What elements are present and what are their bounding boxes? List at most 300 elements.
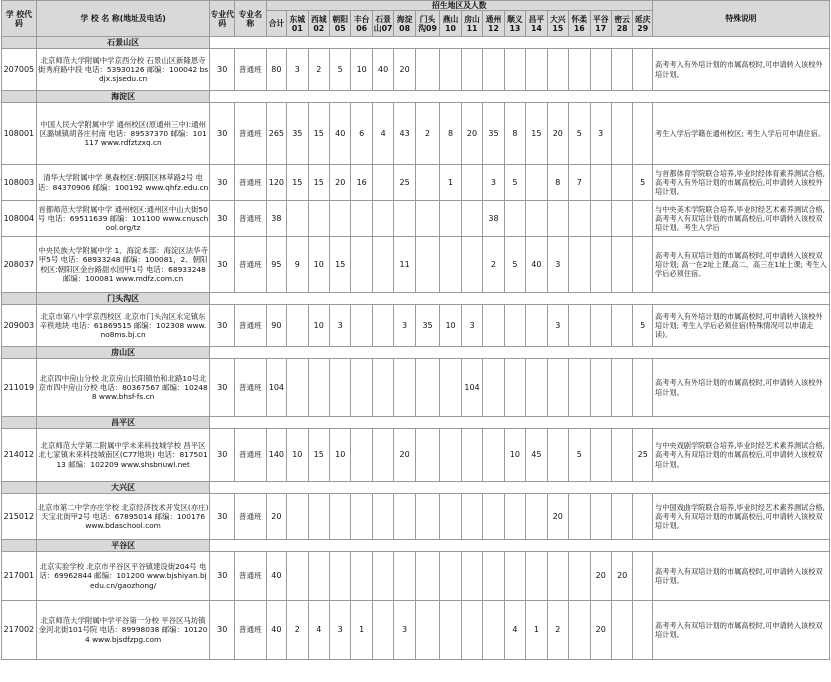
region-name: 昌平 — [528, 14, 545, 24]
region-count: 15 — [330, 237, 351, 293]
region-count — [287, 305, 308, 347]
table-row — [2, 552, 830, 601]
region-name: 门头 — [419, 14, 436, 24]
total-count: 265 — [266, 103, 286, 165]
region-count — [308, 494, 329, 540]
region-name: 怀柔 — [571, 14, 588, 24]
region-count — [483, 494, 504, 540]
major-code: 30 — [210, 49, 235, 91]
district-row — [2, 540, 830, 552]
district-spacer — [210, 417, 830, 429]
table-row — [2, 103, 830, 165]
region-code: 29 — [637, 23, 649, 33]
school-code: 108001 — [2, 103, 37, 165]
region-count: 20 — [611, 552, 632, 601]
region-count — [590, 429, 611, 482]
region-count: 3 — [330, 601, 351, 660]
region-count — [590, 201, 611, 237]
region-code: 28 — [616, 23, 628, 33]
region-name: 延庆 — [634, 14, 651, 24]
region-count: 9 — [287, 237, 308, 293]
region-count — [461, 494, 482, 540]
district-row — [2, 482, 830, 494]
district-name: 石景山区 — [36, 37, 210, 49]
region-count — [483, 429, 504, 482]
region-count: 15 — [308, 165, 329, 201]
school-name-address: 北京师范大学附属中学京西分校 石景山区新隆恩寺街秀府路中段 电话：53930126 邮编：100042 bsdjx.sjsedu.cn — [36, 49, 210, 91]
region-count: 40 — [526, 237, 547, 293]
region-count: 3 — [394, 601, 415, 660]
region-count — [526, 201, 547, 237]
region-name: 西城 — [310, 14, 327, 24]
region-count — [483, 601, 504, 660]
region-count: 35 — [287, 103, 308, 165]
region-count: 4 — [504, 601, 525, 660]
region-count: 5 — [569, 429, 590, 482]
special-note: 与首都体育学院联合培养,毕业时经体育素养测试合格,高考考入有外培计划的市属高校后,可申请转入该校外培计划。 — [653, 165, 830, 201]
region-count — [483, 49, 504, 91]
region-count — [590, 359, 611, 417]
region-count — [590, 494, 611, 540]
district-spacer — [210, 540, 830, 552]
table-row — [2, 201, 830, 237]
region-count — [351, 359, 372, 417]
region-header — [611, 11, 632, 37]
major-name: 普通班 — [234, 552, 266, 601]
region-count — [569, 601, 590, 660]
region-header — [308, 11, 329, 37]
region-count: 8 — [440, 103, 461, 165]
total-count: 104 — [266, 359, 286, 417]
region-count — [547, 49, 568, 91]
region-count — [372, 601, 393, 660]
region-name: 顺义 — [507, 14, 523, 24]
region-count — [569, 494, 590, 540]
region-count — [287, 552, 308, 601]
region-count — [330, 494, 351, 540]
special-note: 考生入学后学籍在通州校区; 考生入学后可申请住宿。 — [653, 103, 830, 165]
region-name: 石景 — [375, 14, 391, 24]
region-count: 40 — [330, 103, 351, 165]
region-name: 丰台 — [353, 14, 370, 24]
region-code: 10 — [445, 23, 456, 33]
region-count — [633, 201, 653, 237]
region-count — [504, 305, 525, 347]
region-count — [590, 165, 611, 201]
region-count: 2 — [308, 49, 329, 91]
region-count — [590, 49, 611, 91]
region-count: 15 — [308, 103, 329, 165]
region-count — [415, 237, 440, 293]
special-note: 高考考入有外培计划的市属高校时,可申请转入该校外培计划。 — [653, 49, 830, 91]
code-header: 学 校代 码 — [2, 1, 37, 37]
region-count — [330, 359, 351, 417]
region-count — [633, 359, 653, 417]
school-name-address: 中国人民大学附属中学 通州校区(原通州三中):通州区潞城镇胡各庄村南 电话：89537370 邮编：101117 www.rdfztzxq.cn — [36, 103, 210, 165]
region-count: 10 — [308, 305, 329, 347]
region-name: 房山 — [464, 14, 480, 24]
table-row — [2, 359, 830, 417]
region-count — [569, 49, 590, 91]
region-count: 5 — [504, 165, 525, 201]
region-count: 25 — [633, 429, 653, 482]
school-name-address: 北京市第二中学亦庄学校 北京经济技术开发区(亦庄)天宝北街甲2号 电话：67895014 邮编：100176 www.bdaschool.com — [36, 494, 210, 540]
region-count — [461, 552, 482, 601]
region-count — [394, 201, 415, 237]
region-code: 11 — [466, 23, 478, 33]
region-count — [569, 201, 590, 237]
region-header — [330, 11, 351, 37]
region-count — [461, 49, 482, 91]
region-count — [415, 201, 440, 237]
region-count — [569, 552, 590, 601]
major-code: 30 — [210, 494, 235, 540]
region-count: 3 — [547, 237, 568, 293]
region-count: 20 — [394, 49, 415, 91]
region-header — [415, 11, 440, 37]
region-count: 10 — [308, 237, 329, 293]
note-header: 特殊说明 — [653, 1, 830, 37]
special-note: 与中央戏剧学院联合培养,毕业时经艺术素养测试合格,高考考入有双培计划的市属高校后,可申请转入该校双培计划。 — [653, 429, 830, 482]
total-count: 40 — [266, 552, 286, 601]
region-count: 7 — [569, 165, 590, 201]
region-count — [504, 201, 525, 237]
region-name: 海淀 — [396, 14, 413, 24]
region-code: 沟09 — [418, 23, 437, 33]
table-header — [2, 1, 830, 37]
region-count — [440, 494, 461, 540]
region-code: 15 — [552, 23, 564, 33]
region-count — [633, 601, 653, 660]
special-note: 高考考入有双培计划的市属高校时,可申请转入该校双培计划。 — [653, 552, 830, 601]
region-count — [351, 305, 372, 347]
total-count: 80 — [266, 49, 286, 91]
region-code: 13 — [509, 23, 521, 33]
region-count — [440, 237, 461, 293]
region-count — [351, 429, 372, 482]
region-count — [547, 552, 568, 601]
major-name: 普通班 — [234, 201, 266, 237]
region-count: 25 — [394, 165, 415, 201]
district-spacer — [210, 293, 830, 305]
region-count: 10 — [504, 429, 525, 482]
school-code: 209003 — [2, 305, 37, 347]
region-count — [372, 201, 393, 237]
region-count — [569, 237, 590, 293]
major-name: 普通班 — [234, 305, 266, 347]
region-count — [415, 359, 440, 417]
school-name-address: 北京实验学校 北京市平谷区平谷镇建设街204号 电话：69962844 邮编：101200 www.bjshiyan.bjedu.cn/gaozhong/ — [36, 552, 210, 601]
region-count — [461, 429, 482, 482]
region-header — [590, 11, 611, 37]
major-name: 普通班 — [234, 429, 266, 482]
school-name-address: 中央民族大学附属中学 1、海淀本部：海淀区法华寺甲5号 电话：68933248 邮编：100081，2、朝阳校区:朝阳区金台路甜水园甲1号 电话：68933248 邮编：100081 www.mdfz.com.cn — [36, 237, 210, 293]
table-row — [2, 305, 830, 347]
region-name: 大兴 — [550, 14, 566, 24]
district-name: 海淀区 — [36, 91, 210, 103]
district-row — [2, 91, 830, 103]
region-count — [330, 201, 351, 237]
region-count — [308, 552, 329, 601]
district-name: 房山区 — [36, 347, 210, 359]
region-count — [611, 237, 632, 293]
region-count: 8 — [547, 165, 568, 201]
region-name: 燕山 — [442, 14, 459, 24]
major-name: 普通班 — [234, 103, 266, 165]
region-count — [483, 552, 504, 601]
total-count: 120 — [266, 165, 286, 201]
major-code-header: 专业代 码 — [210, 1, 235, 37]
special-note: 高考考入有外培计划的市属高校时,可申请转入该校外培计划; 考生入学后必须住宿(特殊情况可以申请走读)。 — [653, 305, 830, 347]
region-count — [287, 359, 308, 417]
region-count — [415, 429, 440, 482]
region-count — [547, 429, 568, 482]
region-count: 3 — [287, 49, 308, 91]
total-count: 95 — [266, 237, 286, 293]
region-count — [590, 237, 611, 293]
region-count — [372, 237, 393, 293]
region-count: 45 — [526, 429, 547, 482]
region-name: 通州 — [485, 14, 502, 24]
district-name: 平谷区 — [36, 540, 210, 552]
region-header — [440, 11, 461, 37]
district-name: 大兴区 — [36, 482, 210, 494]
region-count: 2 — [415, 103, 440, 165]
region-header — [504, 11, 525, 37]
region-count: 10 — [330, 429, 351, 482]
region-count: 4 — [308, 601, 329, 660]
region-count: 20 — [547, 103, 568, 165]
region-count: 104 — [461, 359, 482, 417]
table-row — [2, 601, 830, 660]
school-name-address: 首都师范大学附属中学 通州校区:通州区中山大街50号 电话：69511639 邮编：101100 www.cnuschool.org/tz — [36, 201, 210, 237]
district-name: 昌平区 — [36, 417, 210, 429]
major-name: 普通班 — [234, 359, 266, 417]
region-count: 3 — [547, 305, 568, 347]
school-name-address: 北京师范大学附属中学平谷第一分校 平谷区马坊镇金河北街101号院 电话：89998038 邮编：101204 www.bjsdfzpg.com — [36, 601, 210, 660]
school-code: 207005 — [2, 49, 37, 91]
region-count: 20 — [590, 601, 611, 660]
region-count — [372, 429, 393, 482]
major-code: 30 — [210, 165, 235, 201]
region-count — [394, 552, 415, 601]
major-code: 30 — [210, 359, 235, 417]
region-code: 17 — [595, 23, 607, 33]
region-count — [526, 49, 547, 91]
major-name: 普通班 — [234, 601, 266, 660]
region-count — [351, 552, 372, 601]
total-count: 40 — [266, 601, 286, 660]
region-count — [372, 494, 393, 540]
region-count — [287, 494, 308, 540]
region-count: 3 — [461, 305, 482, 347]
region-header — [351, 11, 372, 37]
region-count: 4 — [372, 103, 393, 165]
total-count: 140 — [266, 429, 286, 482]
region-count — [547, 359, 568, 417]
school-code: 208037 — [2, 237, 37, 293]
school-code: 215012 — [2, 494, 37, 540]
region-count: 1 — [440, 165, 461, 201]
region-count — [351, 237, 372, 293]
school-name-address: 清华大学附属中学 奥森校区:朝阳区林萃路2号 电话：84370906 邮编：100192 www.qhfz.edu.cn — [36, 165, 210, 201]
region-count: 35 — [415, 305, 440, 347]
table-row — [2, 494, 830, 540]
region-count — [415, 49, 440, 91]
region-count: 3 — [590, 103, 611, 165]
region-count: 20 — [394, 429, 415, 482]
region-count — [440, 359, 461, 417]
region-count — [611, 201, 632, 237]
region-count: 20 — [330, 165, 351, 201]
region-code: 01 — [291, 23, 303, 33]
region-count — [483, 305, 504, 347]
region-count: 8 — [504, 103, 525, 165]
school-code: 217001 — [2, 552, 37, 601]
region-count — [415, 601, 440, 660]
major-name: 普通班 — [234, 49, 266, 91]
region-count — [330, 552, 351, 601]
region-code: 14 — [530, 23, 542, 33]
major-name-header: 专业名 称 — [234, 1, 266, 37]
region-count — [483, 359, 504, 417]
table-body — [2, 37, 830, 660]
region-count — [287, 201, 308, 237]
region-name: 东城 — [289, 14, 306, 24]
school-name-address: 北京市第八中学京西校区 北京市门头沟区永定镇东辛秩地块 电话：61869515 邮编：102308 www.no8ms.bj.cn — [36, 305, 210, 347]
special-note: 与中国戏曲学院联合培养,毕业时经艺术素养测试合格,高考考入有双培计划的市属高校后,可申请转入该校双培计划。 — [653, 494, 830, 540]
total-count: 90 — [266, 305, 286, 347]
region-count: 15 — [287, 165, 308, 201]
region-count — [440, 552, 461, 601]
region-count — [372, 552, 393, 601]
enrollment-table — [1, 0, 830, 660]
major-code: 30 — [210, 103, 235, 165]
region-code: 16 — [573, 23, 585, 33]
region-count — [351, 201, 372, 237]
region-count: 1 — [351, 601, 372, 660]
district-spacer — [2, 37, 37, 49]
total-count: 20 — [266, 494, 286, 540]
region-count: 10 — [287, 429, 308, 482]
major-name: 普通班 — [234, 494, 266, 540]
school-code: 217002 — [2, 601, 37, 660]
region-code: 山07 — [373, 23, 393, 33]
school-name-address: 北京四中房山分校 北京房山长阳镇怡和北路10号北京市四中房山分校 电话：80367567 邮编：102488 www.bhsf-fs.cn — [36, 359, 210, 417]
region-name: 平谷 — [592, 14, 609, 24]
region-count — [590, 305, 611, 347]
district-row — [2, 417, 830, 429]
special-note: 高考考入有双培计划的市属高校时,可申请转入该校双培计划。 — [653, 601, 830, 660]
major-code: 30 — [210, 201, 235, 237]
region-count — [504, 359, 525, 417]
region-count — [611, 103, 632, 165]
region-code: 12 — [488, 23, 499, 33]
region-count — [440, 49, 461, 91]
region-count: 5 — [504, 237, 525, 293]
region-count — [415, 552, 440, 601]
region-count: 5 — [330, 49, 351, 91]
region-count — [372, 165, 393, 201]
region-count — [308, 359, 329, 417]
district-spacer — [2, 417, 37, 429]
district-spacer — [210, 91, 830, 103]
school-name-address: 北京师范大学第二附属中学未来科技城学校 昌平区北七家镇未来科技城南区(C77地块) 电话：81750113 邮编：102209 www.shsbnuwl.net — [36, 429, 210, 482]
district-name: 门头沟区 — [36, 293, 210, 305]
major-code: 30 — [210, 601, 235, 660]
region-count — [394, 494, 415, 540]
region-count — [461, 237, 482, 293]
region-count: 2 — [483, 237, 504, 293]
region-count — [461, 601, 482, 660]
major-code: 30 — [210, 429, 235, 482]
region-count: 20 — [590, 552, 611, 601]
region-header — [372, 11, 393, 37]
region-header — [633, 11, 653, 37]
region-count — [351, 494, 372, 540]
region-name: 朝阳 — [332, 14, 349, 24]
region-count — [611, 305, 632, 347]
region-header — [394, 11, 415, 37]
region-count: 2 — [547, 601, 568, 660]
region-header — [483, 11, 504, 37]
region-count — [504, 552, 525, 601]
table-row — [2, 49, 830, 91]
region-count: 40 — [372, 49, 393, 91]
district-row — [2, 347, 830, 359]
region-count — [308, 201, 329, 237]
district-spacer — [210, 347, 830, 359]
region-count: 1 — [526, 601, 547, 660]
district-spacer — [2, 347, 37, 359]
region-count — [611, 49, 632, 91]
region-code: 08 — [399, 23, 411, 33]
region-count — [633, 237, 653, 293]
district-spacer — [2, 293, 37, 305]
region-count: 5 — [569, 103, 590, 165]
region-header — [461, 11, 482, 37]
region-count — [569, 359, 590, 417]
region-count: 15 — [526, 103, 547, 165]
region-count: 16 — [351, 165, 372, 201]
region-count: 20 — [461, 103, 482, 165]
region-count: 10 — [351, 49, 372, 91]
region-count: 6 — [351, 103, 372, 165]
table-row — [2, 237, 830, 293]
region-count — [611, 429, 632, 482]
region-count — [504, 49, 525, 91]
school-code: 214012 — [2, 429, 37, 482]
region-count — [611, 601, 632, 660]
region-header — [287, 11, 308, 37]
major-code: 30 — [210, 552, 235, 601]
region-count: 38 — [483, 201, 504, 237]
region-count — [440, 601, 461, 660]
region-group-header: 招生地区及人数 — [266, 1, 652, 11]
total-count: 38 — [266, 201, 286, 237]
region-count — [526, 552, 547, 601]
table-row — [2, 429, 830, 482]
region-count — [415, 494, 440, 540]
region-count — [394, 359, 415, 417]
region-count — [526, 359, 547, 417]
region-count — [415, 165, 440, 201]
special-note: 高考考入有双培计划的市属高校时,可申请转入该校双培计划; 高一在2址上课,高二、高三在1址上课; 考生入学后必须住宿。 — [653, 237, 830, 293]
region-count: 15 — [308, 429, 329, 482]
region-count — [569, 305, 590, 347]
region-code: 06 — [356, 23, 368, 33]
region-count: 20 — [547, 494, 568, 540]
